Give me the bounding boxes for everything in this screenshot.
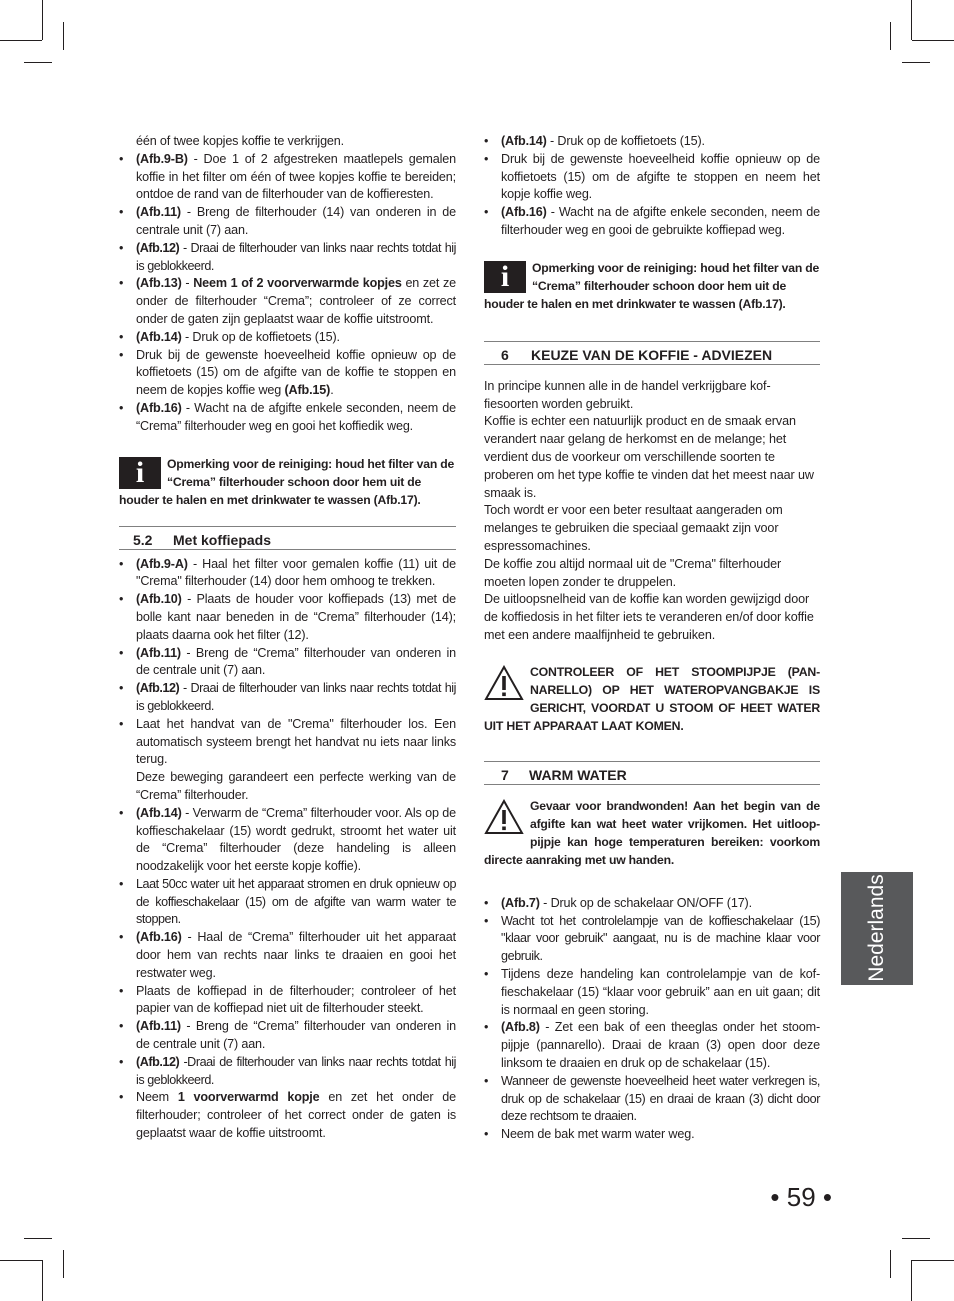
crop-mark bbox=[63, 1250, 64, 1278]
list-item: • Plaats de koffiepad in de filterhouder; controleer of het papier van de koffiepad niet uit de filterhouder steekt. bbox=[119, 983, 456, 1019]
crop-mark bbox=[890, 1250, 891, 1278]
crop-mark bbox=[902, 1238, 930, 1239]
list-item: • Wacht tot het controlelampje van de koffieschakelaar (15) "klaar voor gebruik" aangaat, nu is de machine klaar voor gebruik. bbox=[484, 913, 820, 966]
list-item: • (Afb.14) - Verwarm de “Crema” filterhouder voor. Als op de koffieschakelaar (15) wordt gedrukt, stroomt het water uit de “Crema” filterhouder (deze handeling is alleen noodzakelijk voor het eerste kopje koffie). bbox=[119, 805, 456, 876]
list-item: • (Afb.9-B) - Doe 1 of 2 afgestreken maatlepels gemalen koffie in het filter om één of twee kopjes koffie te bereiden; ontdoe de rand van de filterhouder van de koffieresten. bbox=[119, 151, 456, 204]
cleaning-note: i Opmerking voor de reiniging: houd het filter van de “Crema” filterhouder schoon door hem uit de houder te halen en met drinkwater te wassen (Afb.17). bbox=[484, 259, 820, 311]
list-item: • (Afb.11) - Breng de filterhouder (14) van onderen in de centrale unit (7) aan. bbox=[119, 204, 456, 240]
crop-mark bbox=[42, 1260, 43, 1301]
paragraph: Koffie is echter een natuurlijk product en de smaak ervan verandert naar gelang de herkomst en de melange; het verdient dus de voorkeur om verschillende soorten te proberen om het type koffie te vinden dat het meest naar uw smaak is. bbox=[484, 414, 814, 500]
list-item: • Druk bij de gewenste hoeveelheid koffie opnieuw op de koffietoets (15) om de afgifte van de koffie te stoppen en neem de kopjes koffie weg (Afb.15). bbox=[119, 347, 456, 400]
list-item: • (Afb.7) - Druk op de schakelaar ON/OFF (17). bbox=[484, 895, 820, 913]
burn-warning-note: Gevaar voor brandwonden! Aan het begin van de afgifte kan wat heet water vrijkomen. Het uitloop-pijpje kan hoge temperaturen bereiken: voorkom directe aanraking met uw handen. bbox=[484, 798, 820, 867]
instruction-list-right-top bbox=[484, 133, 820, 240]
warning-icon bbox=[484, 665, 524, 701]
paragraph: Toch wordt er voor een beter resultaat aangeraden om melanges te gebruiken die speciaal gemaakt zijn voor espressomachines. bbox=[484, 503, 783, 553]
crop-mark bbox=[0, 40, 42, 41]
list-item: • (Afb.16) - Haal de “Crema” filterhouder uit het apparaat door hem van rechts naar links te draaien en gooi het restwater weg. bbox=[119, 929, 456, 982]
crop-mark bbox=[0, 1260, 42, 1261]
list-item: • (Afb.11) - Breng de “Crema” filterhouder van onderen in de centrale unit (7) aan. bbox=[119, 1018, 456, 1054]
list-item: • (Afb.12) - Draai de filterhouder van links naar rechts totdat hij is geblokkeerd. bbox=[119, 240, 456, 276]
cleaning-note: i Opmerking voor de reiniging: houd het filter van de “Crema” filterhouder schoon door hem uit de houder te halen en met drinkwater te wassen (Afb.17). bbox=[119, 455, 455, 507]
crop-mark bbox=[912, 40, 954, 41]
crop-mark bbox=[63, 22, 64, 50]
list-item: • (Afb.11) - Breng de “Crema” filterhouder van onderen in de centrale unit (7) aan. bbox=[119, 645, 456, 681]
list-item: • (Afb.12) - Draai de filterhouder van links naar rechts totdat hij is geblokkeerd. bbox=[119, 680, 456, 716]
info-icon: i bbox=[119, 457, 161, 489]
language-tab-label: Nederlands bbox=[865, 874, 888, 982]
right-column bbox=[484, 133, 820, 1144]
paragraph: In principe kunnen alle in de handel verkrijgbare kof-fiesoorten worden gebruikt. bbox=[484, 378, 771, 411]
list-item: • (Afb.9-A) - Haal het filter voor gemalen koffie (11) uit de "Crema" filterhouder (14) door hem omhoog te trekken. bbox=[119, 556, 456, 592]
section-heading-5-2: 5.2 Met koffiepads bbox=[119, 526, 456, 550]
info-icon: i bbox=[484, 261, 526, 293]
list-item: • (Afb.16) - Wacht na de afgifte enkele seconden, neem de “Crema” filterhouder weg en gooi het koffiedik weg. bbox=[119, 400, 456, 436]
list-item: • (Afb.14) - Druk op de koffietoets (15). bbox=[484, 133, 820, 151]
list-item: • Laat het handvat van de "Crema" filterhouder los. Een automatisch systeem brengt het handvat nu iets naar links terug. bbox=[119, 716, 456, 769]
paragraph: De uitloopsnelheid van de koffie kan worden gewijzigd door de koffiedosis in het filter iets te veranderen en/of door koffie met een andere maalfijnheid te gebruiken. bbox=[484, 592, 814, 642]
crop-mark bbox=[42, 0, 43, 40]
crop-mark bbox=[911, 1260, 912, 1301]
list-item: • (Afb.14) - Druk op de koffietoets (15). bbox=[119, 329, 456, 347]
section-heading-7: 7 WARM WATER bbox=[484, 761, 820, 785]
list-item: • Neem 1 voorverwarmd kopje en zet het onder de filterhouder; controleer of het correct onder de gaten is geplaatst waar de koffie uitstroomt. bbox=[119, 1089, 456, 1142]
crop-mark bbox=[902, 62, 930, 63]
crop-mark bbox=[912, 1260, 954, 1261]
steam-warning-note: CONTROLEER OF HET STOOMPIJPJE (PAN-NARELLO) OP HET WATEROPVANGBAKJE IS GERICHT, VOORDAT U STOOM OF HEET WATER UIT HET APPARAAT LAAT KOMEN. bbox=[484, 664, 820, 733]
instruction-list-top bbox=[119, 151, 456, 436]
coffee-advice-text bbox=[484, 378, 820, 645]
intro-continuation: één of twee kopjes koffie te verkrijgen. bbox=[136, 134, 344, 148]
paragraph: De koffie zou altijd normaal uit de "Crema" filterhouder moeten lopen zonder te druppelen. bbox=[484, 556, 782, 589]
left-column bbox=[119, 133, 456, 1143]
warning-icon bbox=[484, 799, 524, 835]
list-item: • (Afb.12) -Draai de filterhouder van links naar rechts totdat hij is geblokkeerd. bbox=[119, 1054, 456, 1090]
list-item: • (Afb.16) - Wacht na de afgifte enkele seconden, neem de filterhouder weg en gooi de gebruikte koffiepad weg. bbox=[484, 204, 820, 240]
list-item: • (Afb.8) - Zet een bak of een theeglas onder het stoom-pijpje (pannarello). Draai de kraan (3) open door deze linksom te draaien en druk op de schakelaar (15). bbox=[484, 1019, 820, 1072]
list-item-continuation: Deze beweging garandeert een perfecte werking van de “Crema” filterhouder. bbox=[136, 770, 456, 802]
list-item: • Tijdens deze handeling kan controlelampje van de kof-fieschakelaar (15) “klaar voor gebruik” aan en uit gaan; dit is normaal en geen storing. bbox=[484, 966, 820, 1019]
instruction-list-pads bbox=[119, 556, 456, 1143]
list-item: • Neem de bak met warm water weg. bbox=[484, 1126, 820, 1144]
list-item: • Laat 50cc water uit het apparaat stromen en druk opnieuw op de koffieschakelaar (15) om de afgifte van warm water te stoppen. bbox=[119, 876, 456, 929]
page-number: • 59 • bbox=[770, 1182, 832, 1212]
crop-mark bbox=[911, 0, 912, 40]
crop-mark bbox=[24, 1238, 52, 1239]
language-tab bbox=[841, 872, 913, 985]
list-item: • (Afb.10) - Plaats de houder voor koffiepads (13) met de bolle kant naar beneden in de “Crema” filterhouder (14); plaats daarna ook het filter (12). bbox=[119, 591, 456, 644]
list-item: • Wanneer de gewenste hoeveelheid heet water verkregen is, druk op de schakelaar (15) en draai de kraan (3) dicht door deze rechtsom te draaien. bbox=[484, 1073, 820, 1126]
crop-mark bbox=[24, 62, 52, 63]
list-item: • (Afb.13) - Neem 1 of 2 voorverwarmde kopjes en zet ze onder de filterhouder “Crema”; controleer of ze correct onder de gaten zijn geplaatst waar de koffie uitstroomt. bbox=[119, 275, 456, 328]
crop-mark bbox=[890, 22, 891, 50]
list-item: • Druk bij de gewenste hoeveelheid koffie opnieuw op de koffietoets (15) om de afgifte te stoppen en neem het kopje koffie weg. bbox=[484, 151, 820, 204]
instruction-list-warm-water bbox=[484, 895, 820, 1144]
section-heading-6: 6 KEUZE VAN DE KOFFIE - ADVIEZEN bbox=[484, 341, 820, 365]
